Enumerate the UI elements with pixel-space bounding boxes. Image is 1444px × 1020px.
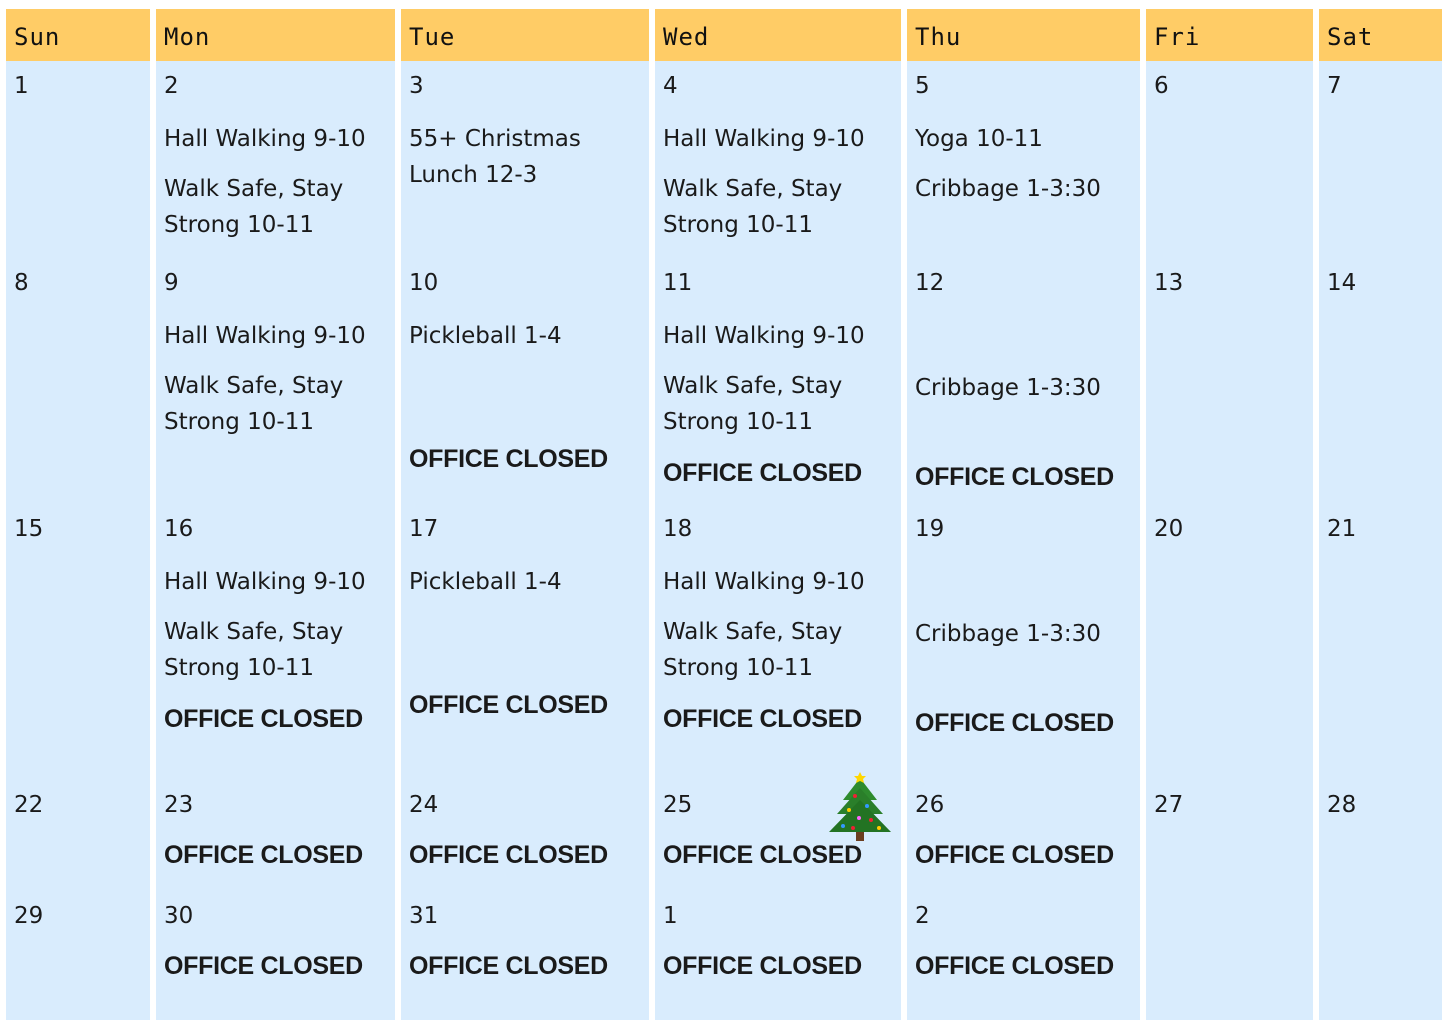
day-number: 8 bbox=[14, 270, 29, 296]
header-sun: Sun bbox=[6, 9, 150, 61]
day-cell bbox=[401, 61, 649, 258]
day-number: 17 bbox=[409, 516, 439, 542]
event-item: Pickleball 1-4 bbox=[409, 323, 562, 349]
day-cell bbox=[1146, 504, 1313, 770]
day-cell bbox=[156, 770, 395, 891]
day-cell bbox=[6, 770, 150, 891]
office-closed-label: OFFICE CLOSED bbox=[663, 459, 862, 487]
day-number: 19 bbox=[915, 516, 945, 542]
office-closed-label: OFFICE CLOSED bbox=[409, 952, 608, 980]
day-cell bbox=[1319, 504, 1442, 770]
day-cell bbox=[655, 61, 901, 258]
day-cell bbox=[156, 891, 395, 1020]
office-closed-label: OFFICE CLOSED bbox=[409, 445, 608, 473]
event-item: Cribbage 1-3:30 bbox=[915, 375, 1101, 401]
day-number: 6 bbox=[1154, 73, 1169, 99]
office-closed-label: OFFICE CLOSED bbox=[915, 463, 1114, 491]
day-number: 12 bbox=[915, 270, 945, 296]
day-cell bbox=[401, 770, 649, 891]
day-cell bbox=[1146, 770, 1313, 891]
day-cell bbox=[401, 258, 649, 504]
day-number: 25 bbox=[663, 792, 693, 818]
day-number: 29 bbox=[14, 903, 44, 929]
day-cell bbox=[1319, 61, 1442, 258]
event-item: Yoga 10-11 bbox=[915, 126, 1043, 152]
day-number: 23 bbox=[164, 792, 194, 818]
day-number: 7 bbox=[1327, 73, 1342, 99]
day-number: 31 bbox=[409, 903, 439, 929]
day-number: 2 bbox=[164, 73, 179, 99]
office-closed-label: OFFICE CLOSED bbox=[663, 952, 862, 980]
day-number: 14 bbox=[1327, 270, 1357, 296]
day-cell bbox=[907, 891, 1140, 1020]
day-cell bbox=[655, 504, 901, 770]
day-number: 5 bbox=[915, 73, 930, 99]
day-number: 13 bbox=[1154, 270, 1184, 296]
day-cell bbox=[907, 61, 1140, 258]
day-cell bbox=[6, 891, 150, 1020]
header-mon: Mon bbox=[156, 9, 395, 61]
header-wed: Wed bbox=[655, 9, 901, 61]
day-number: 27 bbox=[1154, 792, 1184, 818]
event-item: 55+ Christmas Lunch 12-3 bbox=[409, 126, 581, 188]
day-number: 3 bbox=[409, 73, 424, 99]
day-cell bbox=[156, 61, 395, 258]
day-cell bbox=[1146, 61, 1313, 258]
header-sat: Sat bbox=[1319, 9, 1442, 61]
day-cell bbox=[6, 258, 150, 504]
day-number: 18 bbox=[663, 516, 693, 542]
day-number: 4 bbox=[663, 73, 678, 99]
event-item: Pickleball 1-4 bbox=[409, 569, 562, 595]
day-cell bbox=[1319, 770, 1442, 891]
event-item: Cribbage 1-3:30 bbox=[915, 176, 1101, 202]
day-number: 22 bbox=[14, 792, 44, 818]
day-cell bbox=[1146, 891, 1313, 1020]
day-cell bbox=[401, 891, 649, 1020]
day-number: 24 bbox=[409, 792, 439, 818]
day-cell bbox=[6, 61, 150, 258]
day-number: 1 bbox=[14, 73, 29, 99]
event-item: Hall Walking 9-10 bbox=[663, 126, 865, 152]
day-number: 2 bbox=[915, 903, 930, 929]
office-closed-label: OFFICE CLOSED bbox=[409, 691, 608, 719]
day-cell bbox=[907, 258, 1140, 504]
event-item: Walk Safe, Stay Strong 10-11 bbox=[164, 176, 344, 238]
day-number: 26 bbox=[915, 792, 945, 818]
office-closed-label: OFFICE CLOSED bbox=[915, 709, 1114, 737]
day-number: 28 bbox=[1327, 792, 1357, 818]
day-number: 9 bbox=[164, 270, 179, 296]
event-item: Hall Walking 9-10 bbox=[164, 569, 366, 595]
header-thu: Thu bbox=[907, 9, 1140, 61]
event-item: Walk Safe, Stay Strong 10-11 bbox=[164, 619, 344, 681]
day-cell bbox=[1146, 258, 1313, 504]
office-closed-label: OFFICE CLOSED bbox=[663, 841, 862, 869]
office-closed-label: OFFICE CLOSED bbox=[915, 841, 1114, 869]
day-cell bbox=[401, 504, 649, 770]
day-cell bbox=[156, 258, 395, 504]
day-cell bbox=[1319, 258, 1442, 504]
office-closed-label: OFFICE CLOSED bbox=[164, 952, 363, 980]
event-item: Walk Safe, Stay Strong 10-11 bbox=[663, 373, 843, 435]
day-number: 11 bbox=[663, 270, 693, 296]
event-item: Hall Walking 9-10 bbox=[663, 569, 865, 595]
day-number: 10 bbox=[409, 270, 439, 296]
christmas-tree-icon bbox=[825, 770, 895, 844]
calendar-grid bbox=[6, 9, 1441, 1020]
day-cell bbox=[655, 891, 901, 1020]
day-number: 15 bbox=[14, 516, 44, 542]
event-item: Cribbage 1-3:30 bbox=[915, 621, 1101, 647]
day-cell bbox=[655, 770, 901, 891]
office-closed-label: OFFICE CLOSED bbox=[409, 841, 608, 869]
header-fri: Fri bbox=[1146, 9, 1313, 61]
day-number: 30 bbox=[164, 903, 194, 929]
office-closed-label: OFFICE CLOSED bbox=[164, 705, 363, 733]
day-cell bbox=[907, 504, 1140, 770]
day-cell bbox=[156, 504, 395, 770]
event-item: Hall Walking 9-10 bbox=[164, 323, 366, 349]
header-tue: Tue bbox=[401, 9, 649, 61]
day-cell bbox=[907, 770, 1140, 891]
day-number: 21 bbox=[1327, 516, 1357, 542]
day-number: 16 bbox=[164, 516, 194, 542]
event-item: Hall Walking 9-10 bbox=[164, 126, 366, 152]
event-item: Walk Safe, Stay Strong 10-11 bbox=[663, 176, 843, 238]
event-item: Hall Walking 9-10 bbox=[663, 323, 865, 349]
day-cell bbox=[655, 258, 901, 504]
event-item: Walk Safe, Stay Strong 10-11 bbox=[164, 373, 344, 435]
day-number: 1 bbox=[663, 903, 678, 929]
day-cell bbox=[6, 504, 150, 770]
event-item: Walk Safe, Stay Strong 10-11 bbox=[663, 619, 843, 681]
office-closed-label: OFFICE CLOSED bbox=[663, 705, 862, 733]
office-closed-label: OFFICE CLOSED bbox=[915, 952, 1114, 980]
office-closed-label: OFFICE CLOSED bbox=[164, 841, 363, 869]
day-cell bbox=[1319, 891, 1442, 1020]
day-number: 20 bbox=[1154, 516, 1184, 542]
